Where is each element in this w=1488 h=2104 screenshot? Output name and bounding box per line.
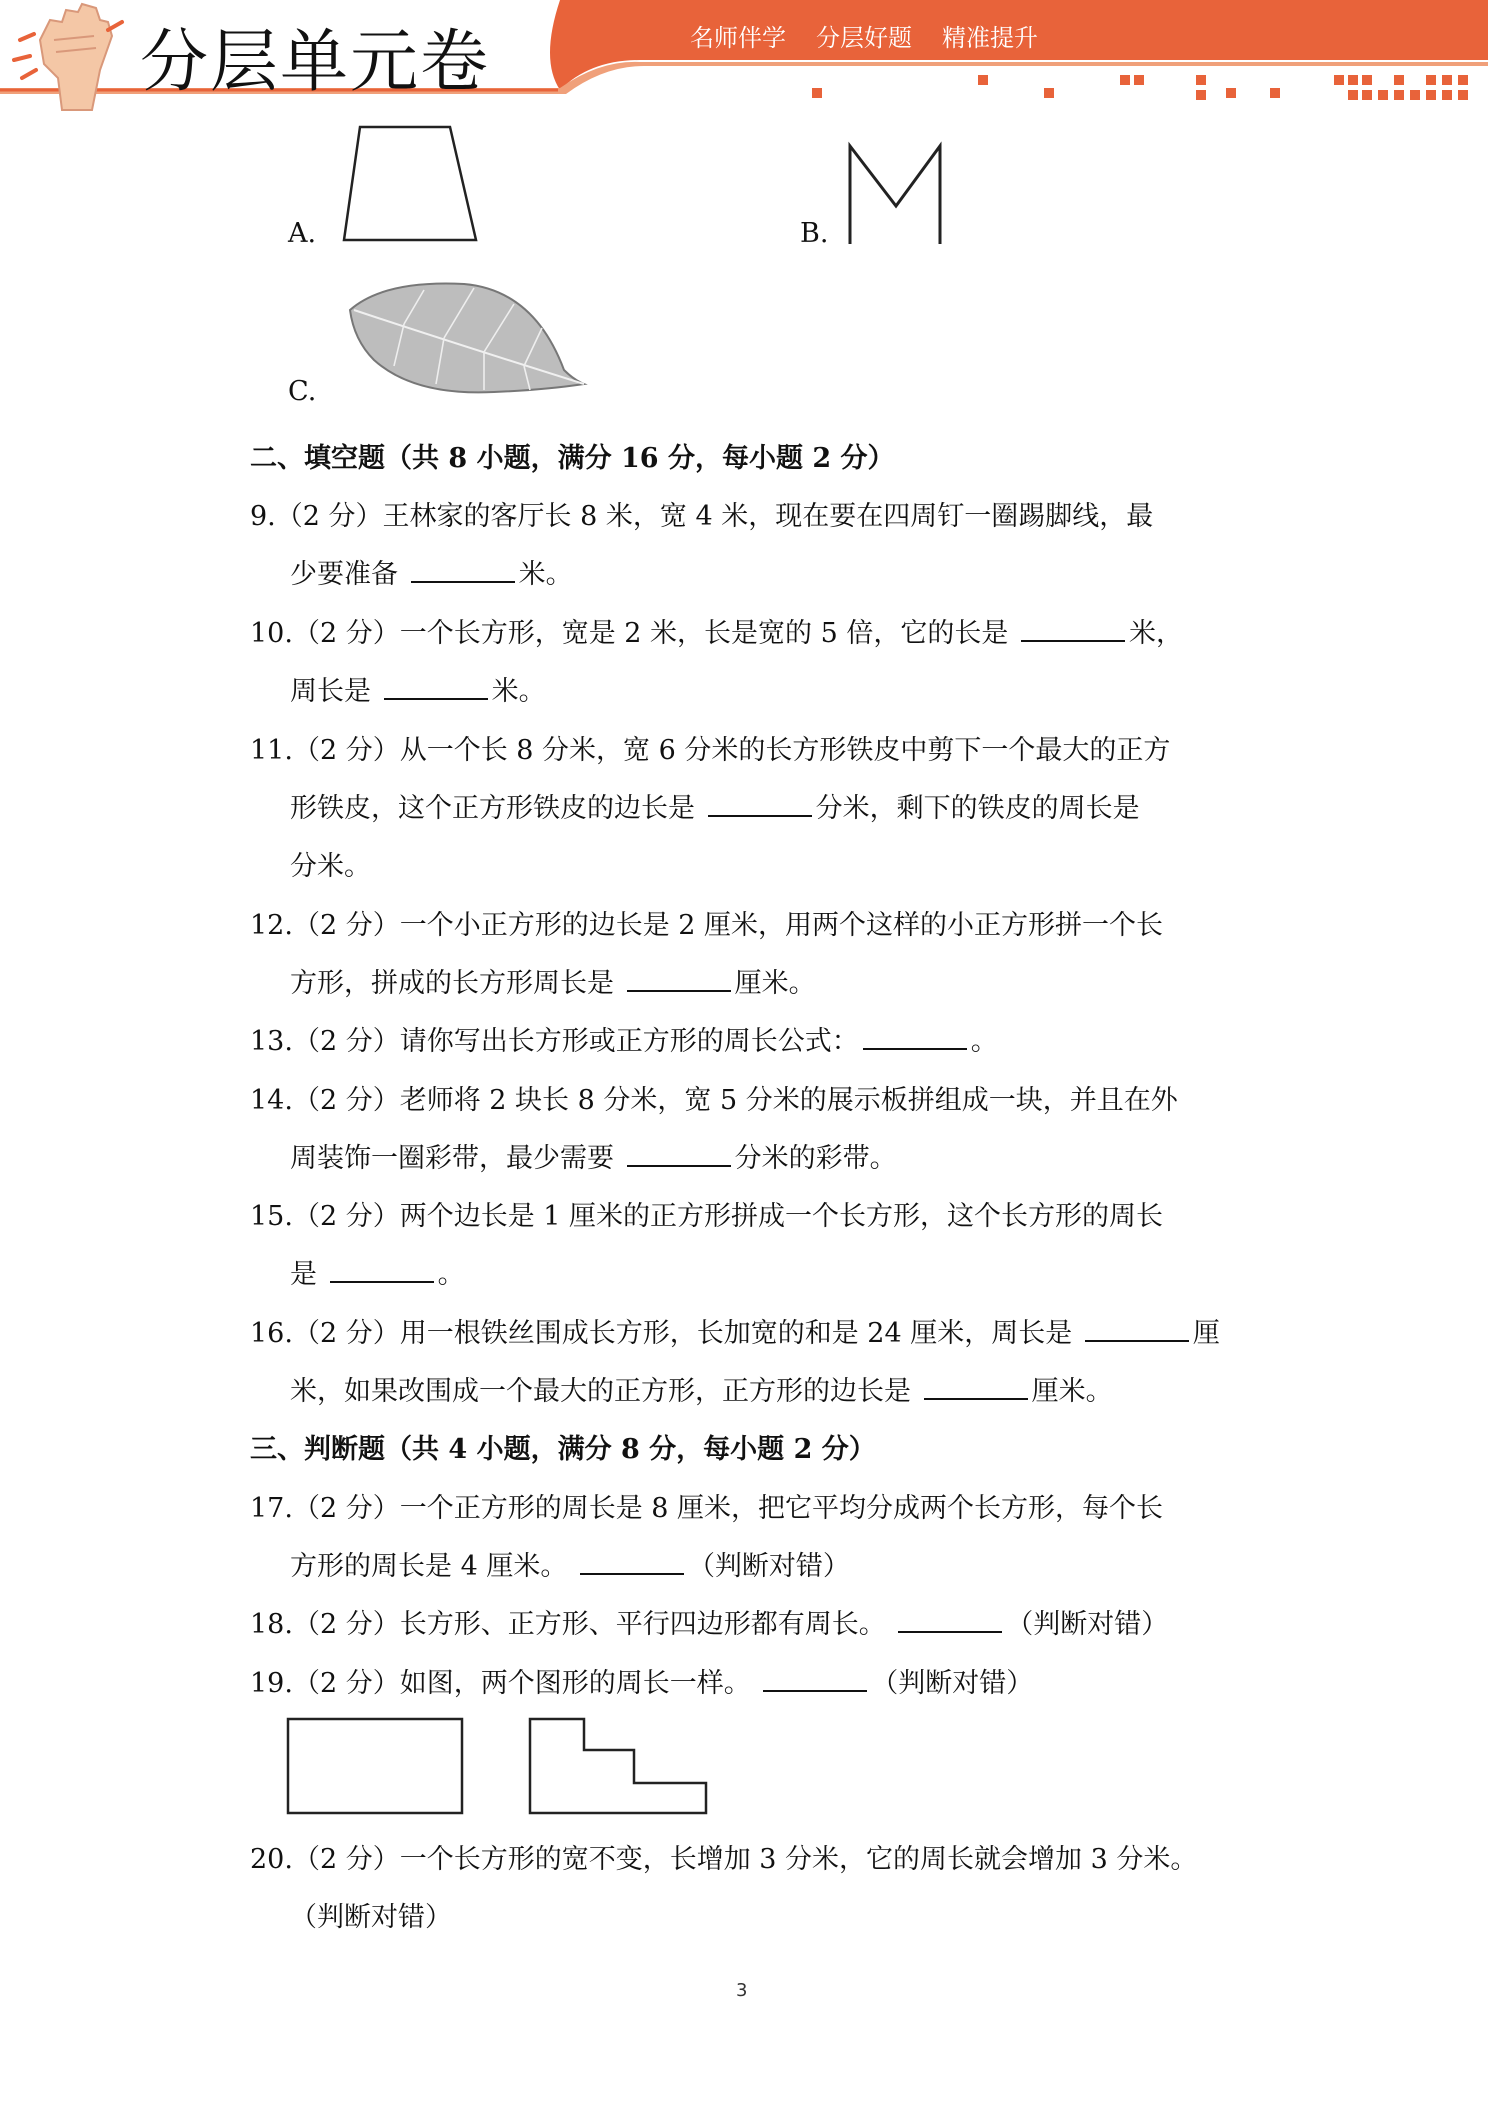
question-text: （判断对错） [871, 1668, 1034, 1699]
q19-rectangle [288, 1719, 462, 1813]
question-text: 9.（2 分）王林家的客厅长 8 米，宽 4 米，现在要在四周钉一圈踢脚线，最 [250, 501, 1154, 532]
question-12 [250, 903, 1163, 942]
option-a-label: A. [288, 218, 317, 249]
answer-blank[interactable] [898, 1607, 1002, 1633]
question-text: 米。 [491, 676, 546, 707]
question-11-cont [290, 786, 1140, 825]
question-text: 17.（2 分）一个正方形的周长是 8 厘米，把它平均分成两个长方形，每个长 [250, 1493, 1164, 1524]
question-text: （判断对错） [290, 1902, 452, 1933]
page-header [0, 0, 1488, 130]
question-text: 15.（2 分）两个边长是 1 厘米的正方形拼成一个长方形，这个长方形的周长 [250, 1201, 1164, 1232]
question-20-cont [290, 1895, 452, 1934]
question-text: 16.（2 分）用一根铁丝围成长方形，长加宽的和是 24 厘米，周长是 [250, 1318, 1073, 1349]
question-9-cont [290, 552, 573, 591]
question-text: 形铁皮，这个正方形铁皮的边长是 [290, 793, 695, 824]
question-18 [250, 1602, 1168, 1641]
answer-blank[interactable] [924, 1374, 1028, 1400]
question-text: 19.（2 分）如图，两个图形的周长一样。 [250, 1668, 751, 1699]
question-17 [250, 1486, 1163, 1525]
question-11-cont2 [290, 844, 371, 883]
answer-blank[interactable] [330, 1257, 434, 1283]
slogan-item: 精准提升 [942, 24, 1038, 52]
question-text: 分米。 [290, 851, 371, 882]
answer-blank[interactable] [384, 674, 488, 700]
question-11 [250, 728, 1170, 767]
answer-blank[interactable] [708, 791, 812, 817]
option-b-label: B. [800, 218, 829, 249]
question-17-cont [290, 1544, 850, 1583]
question-text: 12.（2 分）一个小正方形的边长是 2 厘米，用两个这样的小正方形拼一个长 [250, 910, 1164, 941]
section-judge-heading: 三、判断题（共 4 小题，满分 8 分，每小题 2 分） [250, 1434, 876, 1465]
answer-blank[interactable] [411, 557, 515, 583]
question-text: 米， [1128, 618, 1183, 649]
question-text: （判断对错） [687, 1551, 850, 1582]
question-text: 。 [437, 1259, 465, 1290]
answer-blank[interactable] [580, 1549, 684, 1575]
question-13 [250, 1019, 998, 1058]
question-text: （判断对错） [1006, 1609, 1169, 1640]
trapezoid-figure [340, 122, 480, 242]
open-m-figure [846, 140, 956, 250]
answer-blank[interactable] [763, 1666, 867, 1692]
question-text: 分米，剩下的铁皮的周长是 [815, 793, 1140, 824]
question-14-cont [290, 1136, 897, 1175]
q19-figures [286, 1716, 746, 1826]
question-text: 11.（2 分）从一个长 8 分米，宽 6 分米的长方形铁皮中剪下一个最大的正方 [250, 735, 1171, 766]
question-text: 厘米。 [734, 968, 816, 999]
q19-stair-shape [530, 1719, 706, 1813]
question-text: 方形的周长是 4 厘米。 [290, 1551, 568, 1582]
section-fill-heading: 二、填空题（共 8 小题，满分 16 分，每小题 2 分） [250, 443, 895, 474]
question-text: 20.（2 分）一个长方形的宽不变，长增加 3 分米，它的周长就会增加 3 分米。 [250, 1844, 1198, 1875]
leaf-figure [344, 280, 594, 400]
question-10 [250, 611, 1183, 650]
question-text: 14.（2 分）老师将 2 块长 8 分米，宽 5 分米的展示板拼组成一块，并且在外 [250, 1085, 1178, 1116]
question-text: 厘米。 [1031, 1376, 1113, 1407]
question-19 [250, 1661, 1033, 1700]
answer-blank[interactable] [627, 966, 731, 992]
option-c-label: C. [288, 376, 317, 407]
header-slogan [690, 18, 1038, 53]
question-text: 米。 [518, 559, 573, 590]
question-16 [250, 1311, 1220, 1350]
question-10-cont [290, 669, 546, 708]
question-15 [250, 1194, 1163, 1233]
fist-logo-icon [14, 4, 122, 110]
question-14 [250, 1078, 1178, 1117]
answer-blank[interactable] [627, 1141, 731, 1167]
page-number: 3 [736, 1980, 748, 2001]
question-text: 13.（2 分）请你写出长方形或正方形的周长公式： [250, 1026, 859, 1057]
question-text: 是 [290, 1259, 317, 1290]
question-12-cont [290, 961, 816, 1000]
question-text: 。 [970, 1026, 998, 1057]
question-9 [250, 494, 1153, 533]
question-text: 周装饰一圈彩带，最少需要 [290, 1143, 614, 1174]
question-text: 18.（2 分）长方形、正方形、平行四边形都有周长。 [250, 1609, 886, 1640]
question-text: 10.（2 分）一个长方形，宽是 2 米，长是宽的 5 倍，它的长是 [250, 618, 1009, 649]
question-text: 方形，拼成的长方形周长是 [290, 968, 614, 999]
question-text: 米，如果改围成一个最大的正方形，正方形的边长是 [290, 1376, 911, 1407]
question-15-cont [290, 1252, 465, 1291]
question-text: 分米的彩带。 [734, 1143, 897, 1174]
answer-blank[interactable] [863, 1024, 967, 1050]
question-text: 厘 [1192, 1318, 1220, 1349]
question-20 [250, 1837, 1197, 1876]
slogan-item: 名师伴学 [690, 24, 786, 52]
question-text: 周长是 [290, 676, 371, 707]
question-16-cont [290, 1369, 1113, 1408]
question-text: 少要准备 [290, 559, 398, 590]
brand-title: 分层单元卷 [140, 23, 491, 102]
header-square-pattern [812, 75, 1468, 100]
slogan-item: 分层好题 [816, 24, 912, 52]
answer-blank[interactable] [1021, 616, 1125, 642]
answer-blank[interactable] [1085, 1316, 1189, 1342]
